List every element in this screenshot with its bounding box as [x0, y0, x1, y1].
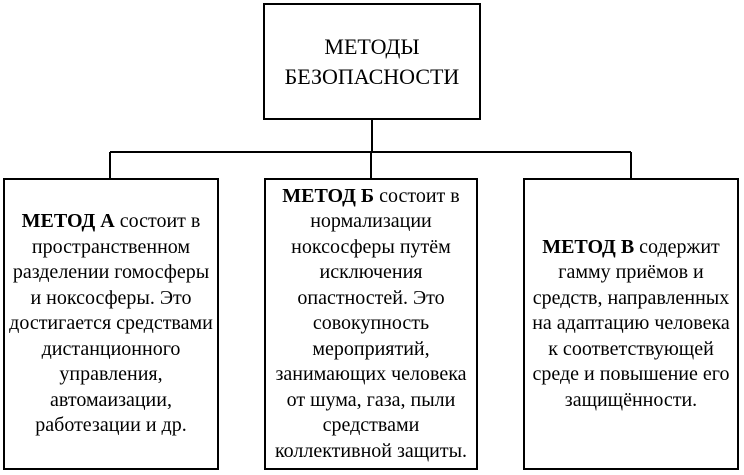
method-b-text — [266, 184, 476, 465]
method-c-label: МЕТОД В — [542, 235, 635, 258]
method-a-text — [5, 209, 217, 439]
method-a-box — [3, 178, 219, 470]
method-a-label: МЕТОД А — [21, 210, 115, 233]
method-c-box — [523, 178, 739, 470]
method-b-box — [264, 178, 478, 470]
method-b-description: состоит в нормализации ноксосферы путём исключения опастностей. Это совокупность мероприятий, занимающих человека от шума, газа, пыли средствами коллективной защиты. — [274, 184, 468, 462]
method-b-label: МЕТОД Б — [282, 184, 375, 207]
method-a-description: состоит в пространственном разделении гомосферы и ноксосферы. Это достигается средствами дистанционного управления, автомаизации, работезации и др. — [9, 210, 213, 437]
root-title: МЕТОДЫ БЕЗОПАСНОСТИ — [284, 33, 460, 89]
method-c-text — [525, 235, 737, 414]
root-box — [263, 3, 481, 120]
method-c-description: содержит гамму приёмов и средств, направленных на адаптацию человека к соответствующей среде и повышение его защищённости. — [532, 235, 730, 411]
